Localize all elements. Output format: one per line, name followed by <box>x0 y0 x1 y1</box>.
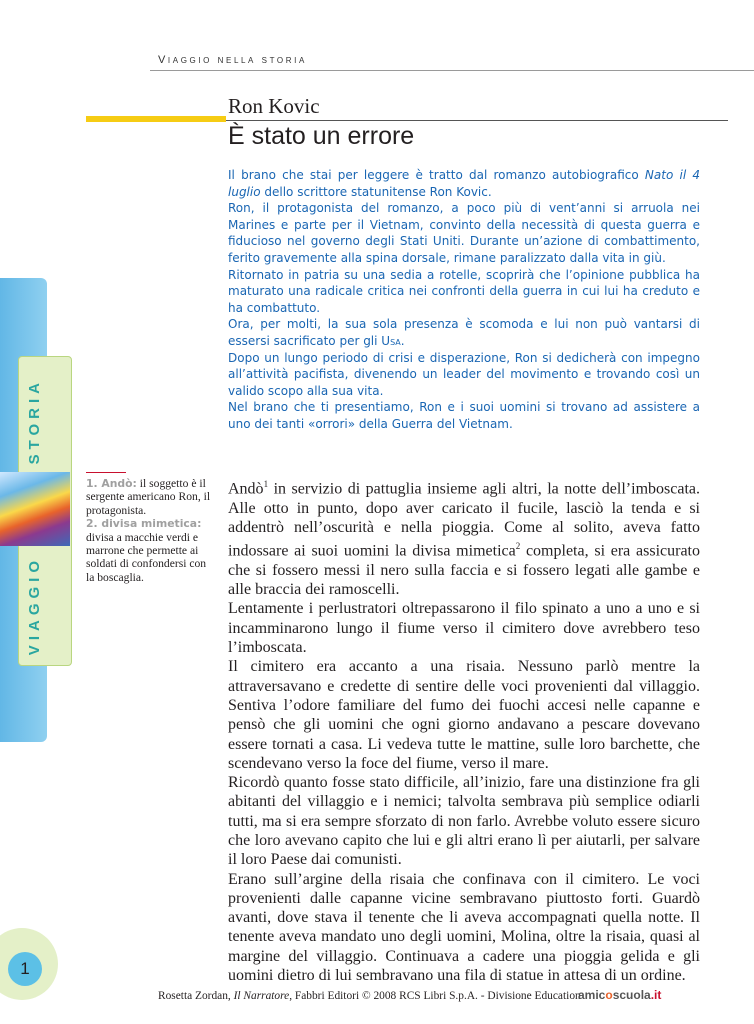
side-word-viaggio: VIAGGIO <box>26 556 43 656</box>
side-word-storia: STORIA <box>26 378 43 465</box>
body-text <box>228 475 700 985</box>
body-paragraph: Ricordò quanto fosse stato difficile, all’inizio, fare una distinzione fra gli abitanti del villaggio e i nemici; talvolta sembrava più semplice odiarli tutti, ma si era sempre sforzato di non farlo. Avrebbe voluto essere sicuro che loro avevano capito che lui e gli altri erano lì per aiutarli, per salvare il loro Paese dai comunisti. <box>228 774 700 869</box>
intro-paragraph <box>228 167 700 200</box>
footnotes <box>86 477 214 584</box>
footnote-ref: 2 <box>515 541 521 552</box>
intro-paragraph: Ron, il protagonista del romanzo, a poco più di vent’anni si arruola nei Marines e parte per il Vietnam, convinto della necessità di questa guerra e fiducioso nel governo degli Stati Uniti. Durante un’azione di combattimento, ferito gravemente alla spina dorsale, rimane paralizzato dalla vita in giù. <box>228 201 700 265</box>
side-tab-image <box>0 472 70 546</box>
footer-credits <box>158 990 581 1002</box>
footnote-rule <box>86 472 126 473</box>
intro-paragraph: Nel brano che ti presentiamo, Ron e i suoi uomini si trovano ad assistere a uno dei tanti «orrori» della Guerra del Vietnam. <box>228 400 700 431</box>
intro-text <box>228 167 700 433</box>
intro-p1-text: Il brano che stai per leggere è tratto dal romanzo autobiografico <box>228 168 645 182</box>
body-paragraph: Il cimitero era accanto a una risaia. Nessuno parlò mentre la attraversavano e credette di sentire delle voci provenienti dal villaggio. Sentiva l’odore familiare del fumo dei fuochi accesi nelle capanne e pensò che gli uomini che ogni giorno andavano a pescare dovevano essere tornati a casa. Li vedeva tutte le mattine, sulle loro barchette, che scendevano verso la foce del fiume, verso il mare. <box>228 658 700 772</box>
body-p1-start: Andò <box>228 480 264 498</box>
logo-part: .it <box>650 988 662 1002</box>
logo-part: amic <box>578 988 606 1002</box>
title-accent-bar <box>86 116 226 122</box>
body-p1-end: completa, si era assicurato che si fossero messi il nero sulla faccia e si fossero legati alle gambe e alle braccia dei ramoscelli. <box>228 542 700 599</box>
footnote <box>86 477 214 517</box>
page-number: 1 <box>8 952 42 986</box>
logo-part: o <box>605 988 613 1002</box>
footnote-text: il soggetto è il sergente americano Ron, il protagonista. <box>86 477 211 517</box>
header-rule <box>150 70 754 71</box>
intro-book-title: Nato il 4 luglio <box>228 168 701 199</box>
body-paragraph <box>228 475 700 599</box>
body-paragraph: Erano sull’argine della risaia che confinava con il cimitero. Le voci provenienti dalle capanne vicine sembravano piuttosto forti. Guardò avanti, dove stava il tenente che li aveva accompagnati quella notte. Il tenente aveva mandato uno degli uomini, Molina, oltre la risaia, quasi al margine del villaggio. Continuava a cadere una pioggia gelida e gli uomini dietro di lui sembravano una fila di statue in attesa di un ordine. <box>228 870 700 985</box>
logo-part: scuola <box>612 988 651 1002</box>
intro-paragraph: Ritornato in patria su una sedia a rotelle, scoprirà che l’opinione pubblica ha maturato una radicale critica nei confronti della guerra in cui lui ha creduto e ha combattuto. <box>228 267 700 315</box>
section-title: Viaggio nella storia <box>158 54 307 66</box>
author-name: Ron Kovic <box>228 94 320 118</box>
intro-p1-text-end: dello scrittore statunitense Ron Kovic. <box>260 184 492 199</box>
footnote-label: 1. Andò: <box>86 477 137 490</box>
footnote <box>86 517 214 584</box>
footnote-label: 2. divisa mimetica: <box>86 517 202 531</box>
publisher-logo <box>578 988 661 1002</box>
page-title: È stato un errore <box>228 122 415 150</box>
body-paragraph: Lentamente i perlustratori oltrepassarono il filo spinato a uno a uno e si incamminarono lungo il fiume verso il cimitero dove avrebbero teso l’imboscata. <box>228 600 700 657</box>
title-rule <box>226 120 728 121</box>
intro-p4-text: Ora, per molti, la sua sola presenza è scomoda e lui non può vantarsi di essersi sacrificato per gli <box>228 317 700 348</box>
intro-paragraph <box>228 316 700 349</box>
footnote-text: divisa a macchie verdi e marrone che permette ai soldati di confondersi con la boscaglia. <box>86 530 207 584</box>
intro-paragraph: Dopo un lungo periodo di crisi e disperazione, Ron si dedicherà con impegno all’attività pacifista, divenendo un leader del movimento e trovando così un valido scopo alla sua vita. <box>228 350 700 398</box>
intro-usa: Usa <box>381 333 401 348</box>
footer-author: Rosetta Zordan, <box>158 990 234 1002</box>
footer-publisher: , Fabbri Editori © 2008 RCS Libri S.p.A. - Divisione Education <box>289 990 581 1002</box>
body-p1-mid: in servizio di pattuglia insieme agli altri, la notte dell’imboscata. Alle otto in punto, dopo aver caricato il fucile, lasciò la tenda e si addentrò nell’oscurità e nella pioggia. Come al solito, aveva fatto indossare ai suoi uomini la divisa mimetica <box>228 480 700 560</box>
intro-p4-text-end: . <box>400 333 405 348</box>
footnote-ref: 1 <box>263 479 269 489</box>
footer-book-title: Il Narratore <box>233 990 290 1002</box>
